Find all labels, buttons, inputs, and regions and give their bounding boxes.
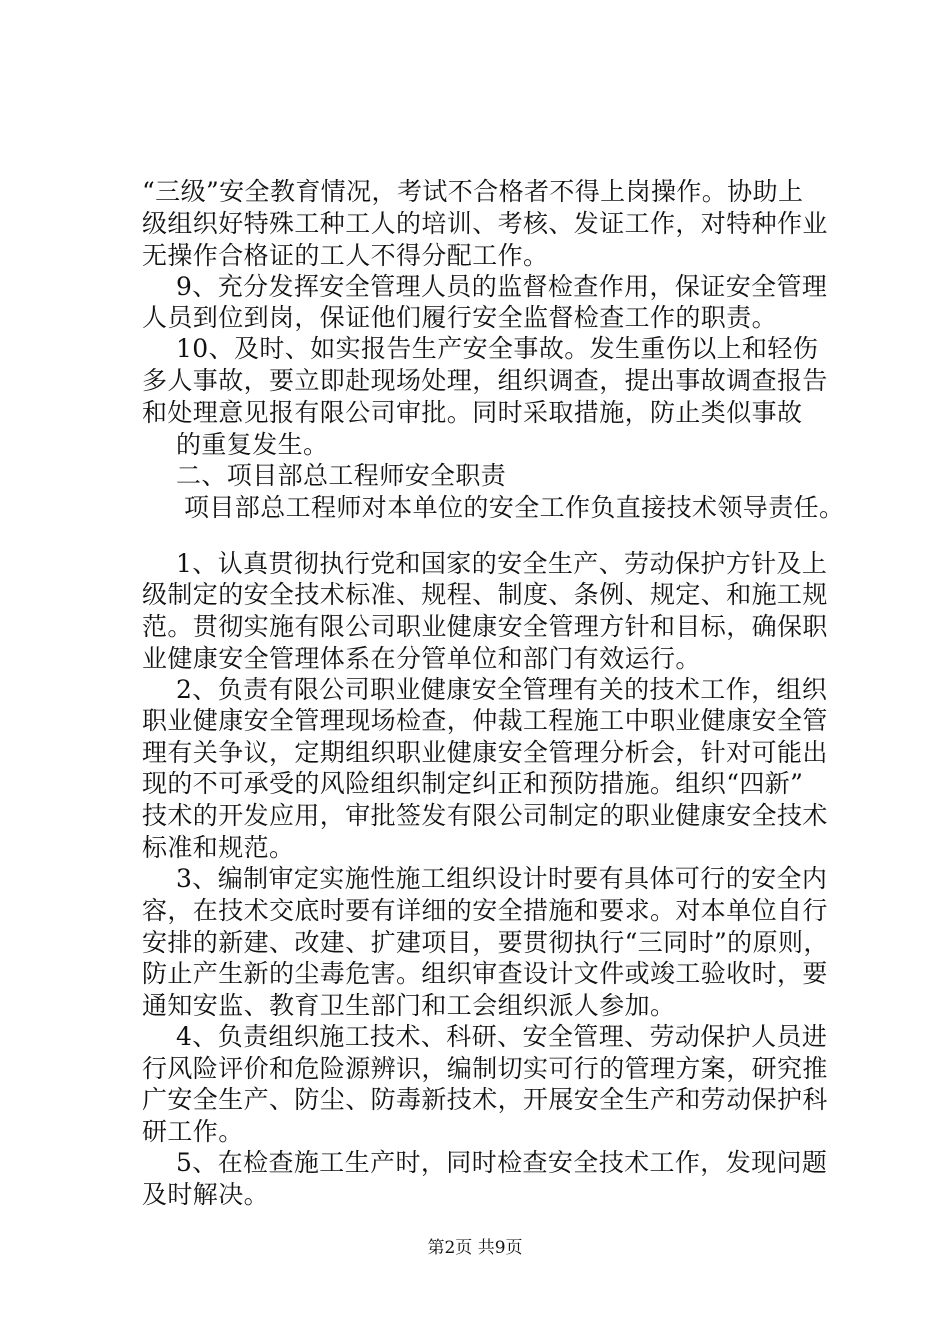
text-line: 无操作合格证的工人不得分配工作。 xyxy=(142,241,549,270)
paragraph-start: 4、负责组织施工技术、科研、安全管理、劳动保护人员进 xyxy=(176,1022,828,1051)
text-line: 及时解决。 xyxy=(142,1180,270,1209)
text-line: 的重复发生。 xyxy=(176,430,329,459)
text-line: 研工作。 xyxy=(142,1117,244,1146)
text-line: 级制定的安全技术标准、规程、制度、条例、规定、和施工规 xyxy=(142,580,828,609)
text-line: 通知安监、教育卫生部门和工会组织派人参加。 xyxy=(142,991,676,1020)
text-line: 职业健康安全管理现场检查，仲裁工程施工中职业健康安全管 xyxy=(142,706,828,735)
text-line: 广安全生产、防尘、防毒新技术，开展安全生产和劳动保护科 xyxy=(142,1085,828,1114)
text-line: 标准和规范。 xyxy=(142,833,295,862)
text-line: 防止产生新的尘毒危害。组织审查设计文件或竣工验收时，要 xyxy=(142,959,828,988)
text-line: “三级”安全教育情况，考试不合格者不得上岗操作。协助上 xyxy=(142,177,804,206)
page-number-footer: 第2页 共9页 xyxy=(427,1238,523,1258)
text-line: 业健康安全管理体系在分管单位和部门有效运行。 xyxy=(142,644,701,673)
text-line: 安排的新建、改建、扩建项目，要贯彻执行“三同时”的原则， xyxy=(142,928,829,957)
paragraph-start: 10、及时、如实报告生产安全事故。发生重伤以上和轻伤 xyxy=(176,334,819,363)
text-line: 人员到位到岗，保证他们履行安全监督检查工作的职责。 xyxy=(142,303,778,332)
paragraph-start: 2、负责有限公司职业健康安全管理有关的技术工作，组织 xyxy=(176,675,828,704)
text-line: 现的不可承受的风险组织制定纠正和预防措施。组织“四新” xyxy=(142,769,804,798)
paragraph-start: 5、在检查施工生产时，同时检查安全技术工作，发现问题 xyxy=(176,1148,828,1177)
paragraph-start: 1、认真贯彻执行党和国家的安全生产、劳动保护方针及上 xyxy=(176,549,828,578)
paragraph-start: 项目部总工程师对本单位的安全工作负直接技术领导责任。 xyxy=(184,493,845,522)
text-line: 多人事故，要立即赴现场处理，组织调查，提出事故调查报告 xyxy=(142,366,828,395)
section-heading: 二、项目部总工程师安全职责 xyxy=(176,461,507,490)
text-line: 技术的开发应用，审批签发有限公司制定的职业健康安全技术 xyxy=(142,801,828,830)
text-line: 和处理意见报有限公司审批。同时采取措施，防止类似事故 xyxy=(142,398,803,427)
text-line: 行风险评价和危险源辨识，编制切实可行的管理方案，研究推 xyxy=(142,1054,828,1083)
text-line: 容，在技术交底时要有详细的安全措施和要求。对本单位自行 xyxy=(142,896,828,925)
text-line: 范。贯彻实施有限公司职业健康安全管理方针和目标，确保职 xyxy=(142,612,828,641)
paragraph-start: 9、充分发挥安全管理人员的监督检查作用，保证安全管理 xyxy=(176,272,828,301)
text-line: 理有关争议，定期组织职业健康安全管理分析会，针对可能出 xyxy=(142,738,828,767)
paragraph-start: 3、编制审定实施性施工组织设计时要有具体可行的安全内 xyxy=(176,864,828,893)
text-line: 级组织好特殊工种工人的培训、考核、发证工作，对特种作业 xyxy=(142,209,828,238)
